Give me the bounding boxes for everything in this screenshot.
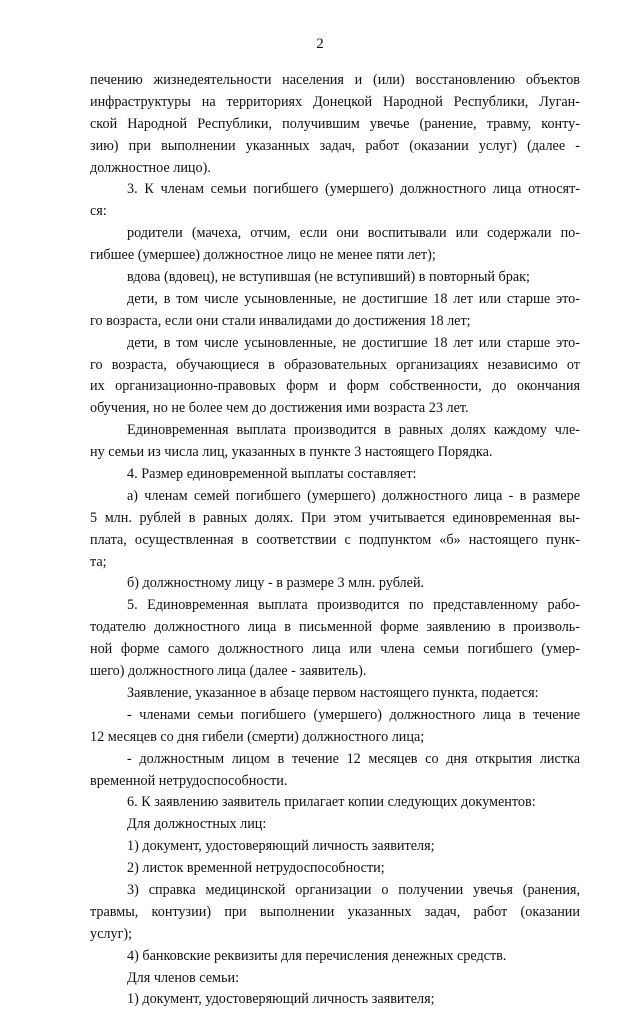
text-line: го возраста, обучающиеся в образовательных организациях независимо от (90, 356, 580, 373)
text-line: родители (мачеха, отчим, если они воспитывали или содержали по- (127, 225, 580, 242)
text-line: обучения, но не более чем до достижения ими возраста 23 лет. (90, 400, 469, 417)
text-line: 4. Размер единовременной выплаты составляет: (127, 466, 417, 483)
text-line: - членами семьи погибшего (умершего) должностного лица в течение (127, 706, 580, 723)
text-line: а) членам семей погибшего (умершего) должностного лица - в размере (127, 487, 580, 504)
text-line: 1) документ, удостоверяющий личность заявителя; (127, 838, 435, 855)
text-line: тодателю должностного лица в письменной форме заявлению в произволь- (90, 619, 580, 636)
text-line: гибшее (умершее) должностное лицо не менее пяти лет); (90, 247, 436, 264)
text-line: ской Народной Республики, получившим увечье (ранение, травму, конту- (90, 115, 580, 132)
text-line: 3) справка медицинской организации о получении увечья (ранения, (127, 881, 580, 898)
text-line: ной форме самого должностного лица или члена семьи погибшего (умер- (90, 641, 580, 658)
text-line: 5. Единовременная выплата производится по представленному рабо- (127, 597, 580, 614)
text-line: Единовременная выплата производится в равных долях каждому чле- (127, 422, 580, 439)
text-line: го возраста, если они стали инвалидами до достижения 18 лет; (90, 312, 471, 329)
text-line: печению жизнедеятельности населения и (или) восстановлению объектов (90, 72, 580, 88)
text-line: зию) при выполнении указанных задач, работ (оказании услуг) (далее - (90, 137, 580, 154)
text-line: должностное лицо). (90, 159, 211, 176)
text-line: плата, осуществленная в соответствии с подпунктом «б» настоящего пунк- (90, 531, 580, 548)
text-line: - должностным лицом в течение 12 месяцев со дня открытия листка (127, 750, 580, 767)
text-line: шего) должностного лица (далее - заявитель). (90, 663, 367, 680)
text-line: Заявление, указанное в абзаце первом настоящего пункта, подается: (127, 684, 539, 701)
text-line: ся: (90, 203, 107, 220)
text-line: 1) документ, удостоверяющий личность заявителя; (127, 991, 435, 1008)
document-body (90, 70, 580, 1011)
text-line: временной нетрудоспособности. (90, 772, 288, 789)
text-line: дети, в том числе усыновленные, не достигшие 18 лет или старше это- (127, 334, 580, 351)
text-line: Для членов семьи: (127, 969, 240, 986)
text-line: ну семьи из числа лиц, указанных в пункте 3 настоящего Порядка. (90, 444, 493, 461)
text-line: Для должностных лиц: (127, 816, 267, 833)
text-line: 6. К заявлению заявитель прилагает копии следующих документов: (127, 794, 536, 811)
text-line: инфраструктуры на территориях Донецкой Народной Республики, Луган- (90, 93, 580, 110)
text-line: 3. К членам семьи погибшего (умершего) должностного лица относят- (127, 181, 580, 198)
text-line: услуг); (90, 925, 133, 942)
text-line: их организационно-правовых форм и форм собственности, до окончания (90, 378, 580, 395)
text-line: дети, в том числе усыновленные, не достигшие 18 лет или старше это- (127, 290, 580, 307)
text-line: 2) листок временной нетрудоспособности; (127, 860, 385, 877)
text-line: 5 млн. рублей в равных долях. При этом учитывается единовременная вы- (90, 509, 580, 526)
text-line: 12 месяцев со дня гибели (смерти) должностного лица; (90, 728, 425, 745)
text-line: вдова (вдовец), не вступившая (не вступивший) в повторный брак; (127, 269, 530, 286)
text-line: травмы, контузии) при выполнении указанных задач, работ (оказании (90, 903, 580, 920)
text-line: 4) банковские реквизиты для перечисления денежных средств. (127, 947, 507, 964)
text-line: та; (90, 553, 107, 570)
text-line: б) должностному лицу - в размере 3 млн. рублей. (127, 575, 425, 592)
page-number: 2 (316, 36, 324, 52)
